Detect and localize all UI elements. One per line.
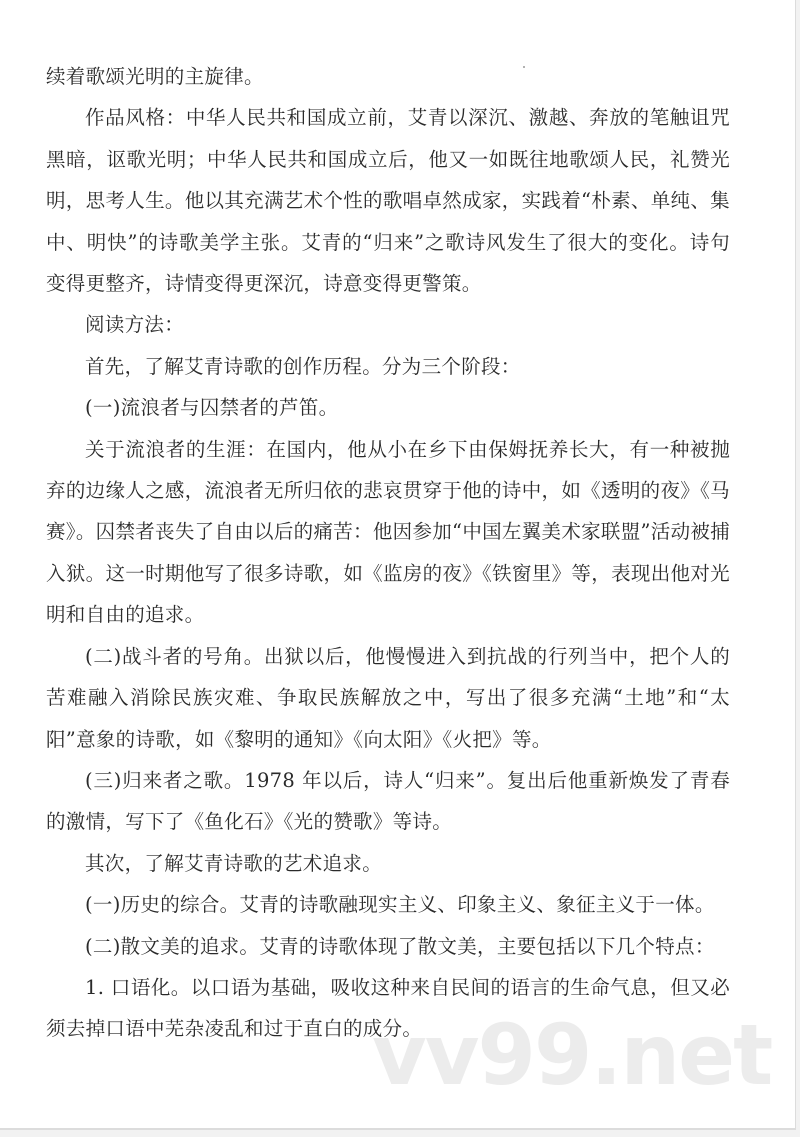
paragraph-stage-one-heading: (一)流浪者与囚禁者的芦笛。 (85, 396, 339, 420)
paragraph-reading-method-heading: 阅读方法： (85, 313, 185, 337)
paragraph-prose-beauty: (二)散文美的追求。艾青的诗歌体现了散文美，主要包括以下几个特点： (85, 934, 715, 958)
paragraph-colloquial: 1. 口语化。以口语为基础，吸收这种来自民间的语言的生命气息，但又必须去掉口语中芜杂凌乱和过于直白的成分。 (46, 975, 730, 1041)
watermark-text: vv99.net (372, 1006, 772, 1104)
paragraph-stage-two-fighter: (二)战斗者的号角。出狱以后，他慢慢进入到抗战的行列当中，把个人的苦难融入消除民族灾难、争取民族解放之中，写出了很多充满“土地”和“太阳”意象的诗歌，如《黎明的通知》《向太阳》《火把》等。 (46, 644, 730, 751)
paragraph-work-style: 作品风格：中华人民共和国成立前，艾青以深沉、激越、奔放的笔触诅咒黑暗，讴歌光明；中华人民共和国成立后，他又一如既往地歌颂人民，礼赞光明，思考人生。他以其充满艺术个性的歌唱卓然成家，实践着“朴素、单纯、集中、明快”的诗歌美学主张。艾青的“归来”之歌诗风发生了很大的变化。诗句变得更整齐，诗情变得更深沉，诗意变得更警策。 (46, 106, 730, 296)
paragraph-second-artistic-pursuit: 其次，了解艾青诗歌的艺术追求。 (85, 851, 383, 875)
document-body (46, 56, 730, 1050)
paragraph-continuation: 续着歌颂光明的主旋律。 (46, 65, 264, 88)
paragraph-stage-three-returner: (三)归来者之歌。1978 年以后，诗人“归来”。复出后他重新焕发了青春的激情，写下了《鱼化石》《光的赞歌》等诗。 (46, 768, 730, 834)
paragraph-wanderer-prisoner: 关于流浪者的生涯：在国内，他从小在乡下由保姆抚养长大，有一种被抛弃的边缘人之感，流浪者无所归依的悲哀贯穿于他的诗中，如《透明的夜》《马赛》。囚禁者丧失了自由以后的痛苦：他因参加“中国左翼美术家联盟”活动被捕入狱。这一时期他写了很多诗歌，如《监房的夜》《铁窗里》等，表现出他对光明和自由的追求。 (46, 437, 730, 627)
paragraph-historical-synthesis: (一)历史的综合。艾青的诗歌融现实主义、印象主义、象征主义于一体。 (85, 893, 715, 917)
paragraph-first-creation-process: 首先，了解艾青诗歌的创作历程。分为三个阶段： (85, 354, 521, 378)
